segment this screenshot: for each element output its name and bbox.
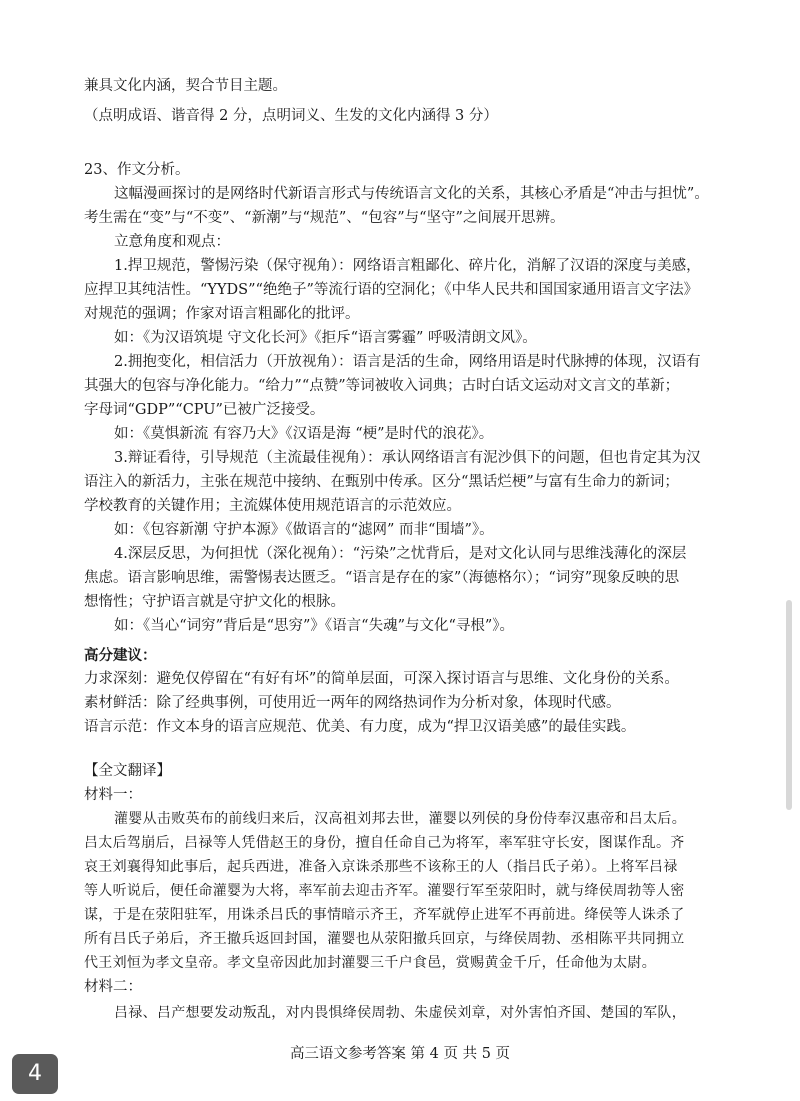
scoring-note: （点明成语、谐音得 2 分，点明词义、生发的文化内涵得 3 分） <box>84 108 498 124</box>
scrollbar[interactable] <box>786 600 792 810</box>
example-titles: 如：《包容新潮 守护本源》《做语言的“滤网” 而非“围墙”》。 <box>114 522 494 538</box>
text-line: 语注入的新活力，主张在规范中接纳、在甄别中传承。区分“黑话烂梗”与富有生命力的新词； <box>84 474 679 490</box>
page-number-badge[interactable]: 4 <box>12 1054 58 1094</box>
example-titles: 如：《为汉语筑堤 守文化长河》《拒斥“语言雾霾” 呼吸清朗文风》。 <box>114 330 537 346</box>
text-line: 4.深层反思，为何担忧（深化视角）：“污染”之忧背后，是对文化认同与思维浅薄化的深层 <box>114 546 687 562</box>
text-line: 对规范的强调；作家对语言粗鄙化的批评。 <box>84 306 360 322</box>
section-heading-23: 23、作文分析。 <box>84 162 190 178</box>
tip-line: 语言示范：作文本身的语言应规范、优美、有力度，成为“捍卫汉语美感”的最佳实践。 <box>84 719 636 735</box>
translation-line: 吕禄、吕产想要发动叛乱，对内畏惧绛侯周勃、朱虚侯刘章，对外害怕齐国、楚国的军队， <box>114 1005 686 1021</box>
text-line: 2.拥抱变化，相信活力（开放视角）：语言是活的生命，网络用语是时代脉搏的体现，汉语有 <box>114 354 701 370</box>
page-footer: 高三语文参考答案 第 4 页 共 5 页 <box>289 1046 511 1062</box>
translation-line: 等人听说后，便任命灌婴为大将，率军前去迎击齐军。灌婴行军至荥阳时，就与绛侯周勃等人密 <box>84 883 685 899</box>
text-line: 应捍卫其纯洁性。“YYDS”“绝绝子”等流行语的空洞化；《中华人民共和国国家通用语言文字法》 <box>84 282 699 298</box>
text-line: 焦虑。语言影响思维，需警惕表达匮乏。“语言是存在的家”（海德格尔）；“词穷”现象反映的思 <box>84 570 680 586</box>
text-line: 这幅漫画探讨的是网络时代新语言形式与传统语言文化的关系，其核心矛盾是“冲击与担忧”。 <box>114 186 709 202</box>
translation-line: 所有吕氏子弟后，齐王撤兵返回封国，灌婴也从荥阳撤兵回京，与绛侯周勃、丞相陈平共同拥立 <box>84 931 685 947</box>
translation-line: 谋，于是在荥阳驻军，用诛杀吕氏的事情暗示齐王，齐军就停止进军不再前进。绛侯等人诛杀了 <box>84 907 685 923</box>
text-line: 兼具文化内涵，契合节目主题。 <box>84 78 287 94</box>
example-titles: 如：《莫惧新流 有容乃大》《汉语是海 “梗”是时代的浪花》。 <box>114 426 494 442</box>
text-line: 3.辩证看待，引导规范（主流最佳视角）：承认网络语言有泥沙俱下的问题，但也肯定其为汉 <box>114 450 701 466</box>
text-line: 考生需在“变”与“不变”、“新潮”与“规范”、“包容”与“坚守”之间展开思辨。 <box>84 210 565 226</box>
example-titles: 如：《当心“词穷”背后是“思穷”》《语言“失魂”与文化“寻根”》。 <box>114 618 515 634</box>
text-line: 1.捍卫规范，警惕污染（保守视角）：网络语言粗鄙化、碎片化，消解了汉语的深度与美感， <box>114 258 701 274</box>
tip-line: 素材鲜活：除了经典事例，可使用近一两年的网络热词作为分析对象，体现时代感。 <box>84 695 621 711</box>
translation-line: 灌婴从击败英布的前线归来后，汉高祖刘邦去世，灌婴以列侯的身份侍奉汉惠帝和吕太后。 <box>114 811 686 827</box>
text-line: 学校教育的关键作用；主流媒体使用规范语言的示范效应。 <box>84 498 461 514</box>
text-line: 字母词“GDP”“CPU”已被广泛接受。 <box>84 402 325 418</box>
tips-heading: 高分建议： <box>84 647 157 664</box>
translation-line: 哀王刘襄得知此事后，起兵西进，准备入京诛杀那些不该称王的人（指吕氏子弟）。上将军吕禄 <box>84 859 678 875</box>
subheading-angles: 立意角度和观点： <box>114 234 230 250</box>
translation-heading: 【全文翻译】 <box>84 763 171 779</box>
text-line: 想惰性；守护语言就是守护文化的根脉。 <box>84 594 345 610</box>
text-line: 其强大的包容与净化能力。“给力”“点赞”等词被收入词典；古时白话文运动对文言文的革新； <box>84 378 680 394</box>
translation-line: 代王刘恒为孝文皇帝。孝文皇帝因此加封灌婴三千户食邑，赏赐黄金千斤，任命他为太尉。 <box>84 955 656 971</box>
translation-line: 吕太后驾崩后，吕禄等人凭借赵王的身份，擅自任命自己为将军，率军驻守长安，图谋作乱。齐 <box>84 835 685 851</box>
material-label: 材料一： <box>84 787 142 803</box>
material-label: 材料二： <box>84 979 142 995</box>
tip-line: 力求深刻：避免仅停留在“有好有坏”的简单层面，可深入探讨语言与思维、文化身份的关系。 <box>84 671 679 687</box>
